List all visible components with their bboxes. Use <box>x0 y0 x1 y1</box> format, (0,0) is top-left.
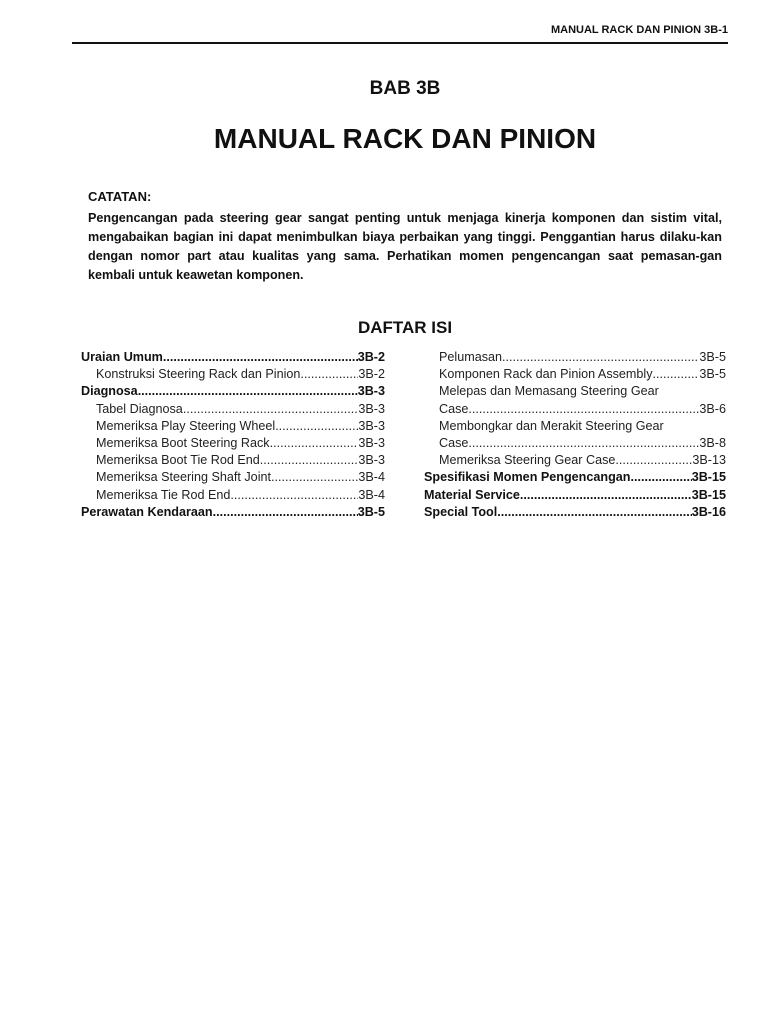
toc-label: Konstruksi Steering Rack dan Pinion <box>96 367 301 382</box>
toc-entry[interactable] <box>424 401 726 418</box>
toc-entry[interactable] <box>81 383 385 400</box>
toc-page: 3B-13 <box>692 453 726 468</box>
toc-entry[interactable] <box>424 469 726 486</box>
dot-leader <box>520 487 692 504</box>
toc-entry[interactable] <box>424 504 726 521</box>
toc-label: Uraian Umum <box>81 350 163 364</box>
dot-leader <box>275 418 358 435</box>
dot-leader <box>630 469 691 486</box>
toc-page: 3B-3 <box>358 401 385 416</box>
dot-leader <box>230 487 358 504</box>
dot-leader <box>502 349 699 366</box>
dot-leader <box>468 401 699 418</box>
dot-leader <box>138 383 358 400</box>
toc-page: 3B-3 <box>358 453 385 468</box>
toc-label: Memeriksa Tie Rod End <box>96 487 231 502</box>
toc-page: 3B-4 <box>358 487 385 502</box>
toc-entry[interactable] <box>81 487 385 504</box>
toc-page: 3B-2 <box>358 367 385 382</box>
toc-label: Pelumasan <box>439 350 503 364</box>
dot-leader <box>213 504 358 521</box>
toc-label: Memeriksa Boot Steering Rack <box>96 435 270 450</box>
running-header: MANUAL RACK DAN PINION 3B-1 <box>550 24 728 36</box>
toc-page: 3B-15 <box>691 470 726 485</box>
page-title: MANUAL RACK DAN PINION <box>213 123 597 154</box>
toc-label: Memeriksa Steering Gear Case <box>439 453 616 468</box>
dot-leader <box>271 469 358 486</box>
dot-leader <box>183 401 359 418</box>
dot-leader <box>497 504 691 521</box>
dot-leader <box>260 452 359 469</box>
toc-label: Case <box>439 435 469 450</box>
dot-leader <box>300 366 358 383</box>
toc-page: 3B-16 <box>691 504 726 519</box>
toc-right-column <box>424 349 726 521</box>
dot-leader <box>270 435 359 452</box>
toc-entry[interactable] <box>424 435 726 452</box>
dot-leader <box>653 366 700 383</box>
toc-page: 3B-5 <box>699 367 726 382</box>
note-heading: CATATAN: <box>88 189 152 204</box>
toc-label: Memeriksa Boot Tie Rod End <box>96 453 260 468</box>
toc-entry[interactable] <box>81 418 385 435</box>
toc-page: 3B-2 <box>357 350 385 364</box>
dot-leader <box>468 435 699 452</box>
toc-entry[interactable] <box>424 366 726 383</box>
toc-label: Case <box>439 401 469 416</box>
toc-page: 3B-3 <box>358 418 385 433</box>
chapter-label: BAB 3B <box>369 78 441 99</box>
toc-entry[interactable] <box>81 349 385 366</box>
toc-page: 3B-8 <box>699 435 726 450</box>
dot-leader <box>163 349 358 366</box>
toc-left-column <box>81 349 385 521</box>
toc-entry[interactable] <box>81 401 385 418</box>
toc-label: Diagnosa <box>81 384 138 399</box>
toc-page: 3B-5 <box>699 350 726 364</box>
dot-leader <box>615 452 692 469</box>
toc-heading: DAFTAR ISI <box>357 318 453 337</box>
toc-label-line1[interactable]: Membongkar dan Merakit Steering Gear <box>439 418 664 433</box>
toc-label: Memeriksa Steering Shaft Joint <box>96 470 271 485</box>
toc-entry[interactable] <box>81 504 385 521</box>
note-text: Pengencangan pada steering gear sangat penting untuk menjaga kinerja komponen dan sistim vital, mengabaikan bagian ini dapat menimbulkan biaya perbaikan yang tinggi. Penggantian harus dilaku-kan dengan nomor part atau kualitas yang sama. Perhatikan momen pengencangan saat pemasan-gan kembali untuk keawetan komponen. <box>88 211 722 282</box>
toc-label: Perawatan Kendaraan <box>81 504 213 519</box>
toc-label: Special Tool <box>424 504 498 519</box>
toc-label: Spesifikasi Momen Pengencangan <box>424 470 631 485</box>
toc-page: 3B-5 <box>357 504 385 519</box>
toc-label: Tabel Diagnosa <box>96 401 183 416</box>
toc-entry[interactable] <box>81 469 385 486</box>
toc-entry[interactable] <box>81 452 385 469</box>
toc-label: Memeriksa Play Steering Wheel <box>96 418 276 433</box>
toc-entry[interactable] <box>424 349 726 366</box>
header-rule <box>72 42 728 44</box>
toc-page: 3B-6 <box>699 401 726 416</box>
toc-page: 3B-15 <box>691 487 726 502</box>
toc-entry[interactable] <box>81 435 385 452</box>
toc-page: 3B-4 <box>358 470 385 485</box>
toc-label: Material Service <box>424 487 520 502</box>
toc-label-line1[interactable]: Melepas dan Memasang Steering Gear <box>439 384 659 399</box>
toc-page: 3B-3 <box>358 435 385 450</box>
toc-page: 3B-3 <box>357 384 385 399</box>
toc-entry[interactable] <box>424 487 726 504</box>
toc-label: Komponen Rack dan Pinion Assembly <box>439 367 653 382</box>
toc-entry[interactable] <box>81 366 385 383</box>
toc-entry[interactable] <box>424 452 726 469</box>
